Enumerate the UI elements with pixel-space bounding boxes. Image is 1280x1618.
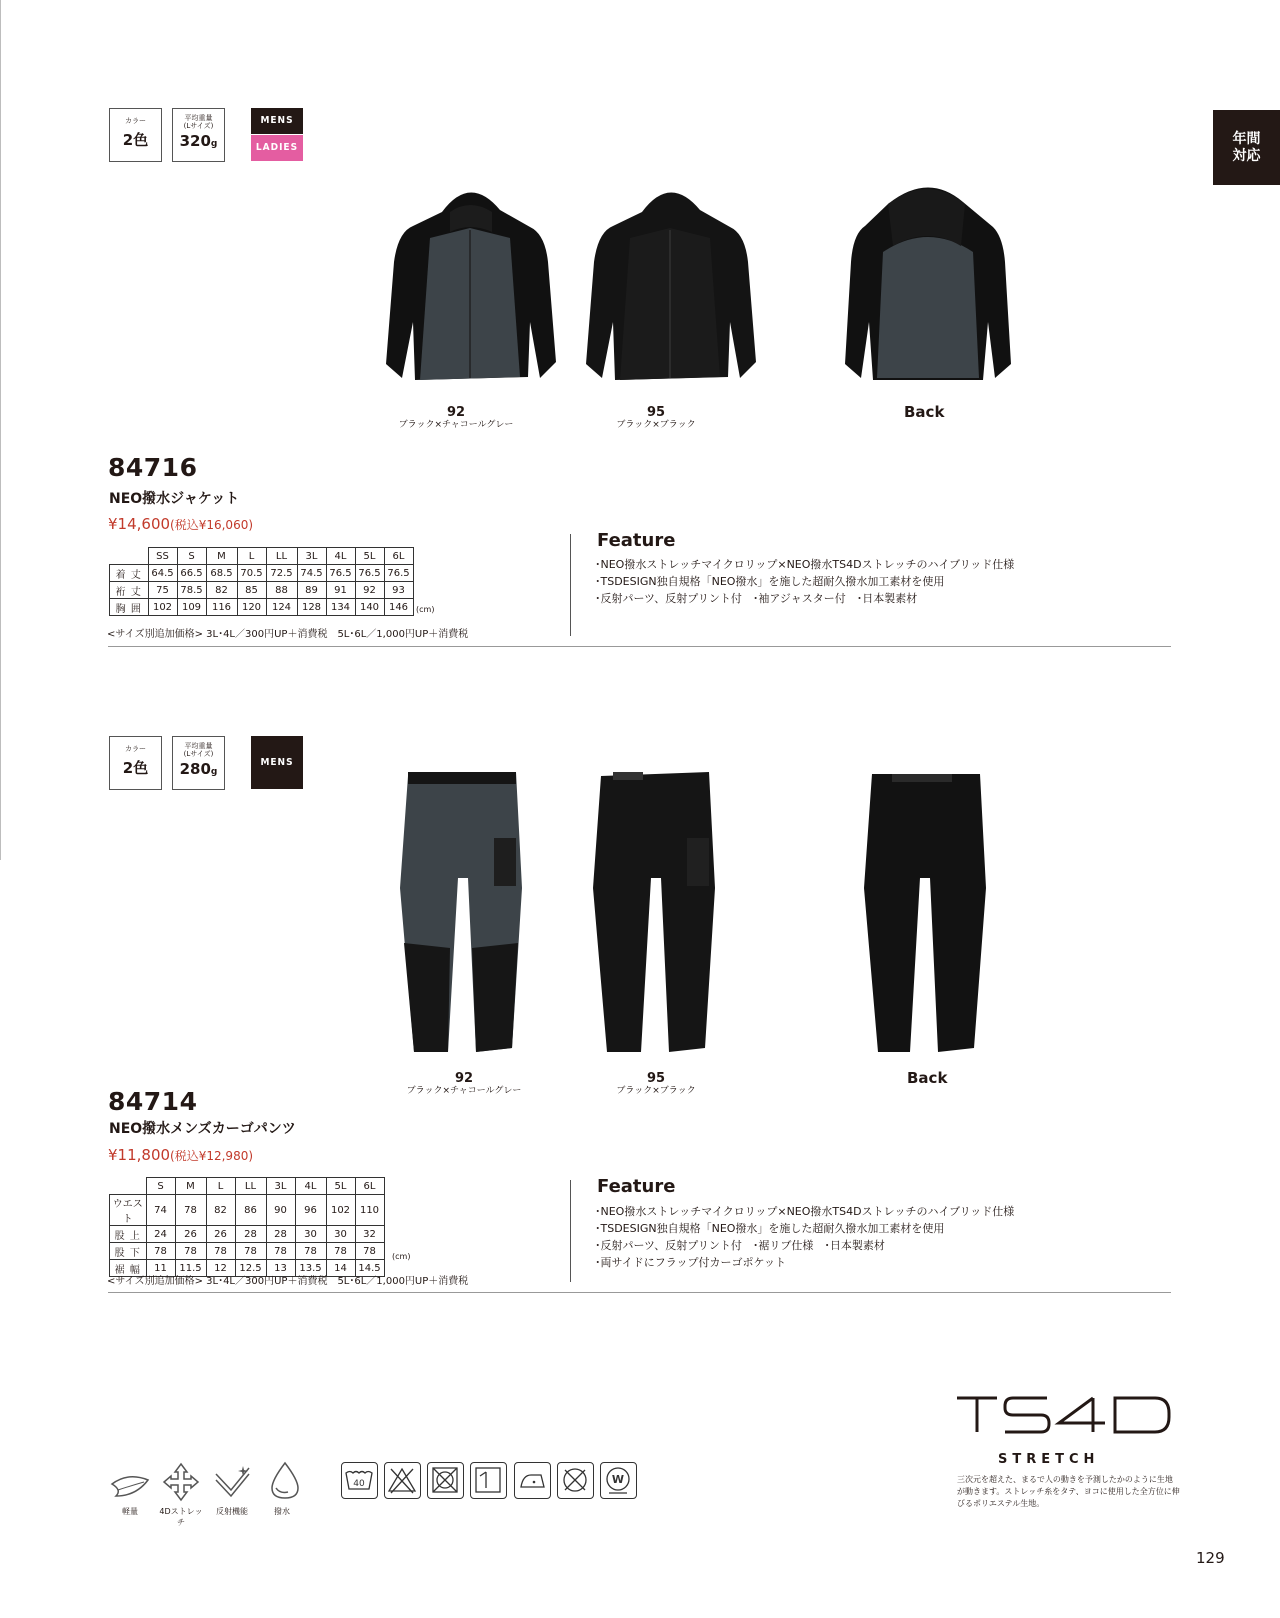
color-count-box	[109, 736, 162, 790]
feature-title: Feature	[597, 530, 676, 551]
size-unit: (cm)	[392, 1252, 411, 1261]
variant-95-caption	[556, 1072, 756, 1097]
variant-name: ブラック×チャコールグレー	[398, 420, 514, 430]
year-round-tab-line1: 年間	[1232, 130, 1261, 147]
model-number: 84716	[108, 453, 198, 482]
size-table: SS S M L LL 3L 4L 5L 6L 着 丈 64.5 66.5 68.5 70.5 72.5 74.5 76.5 76.5 76.5 裄 丈 75 78.5 82 85 88 89 91 92 93 胸 囲 102 109 116 120 124 128 134 140 146	[109, 547, 414, 616]
table-row: 裾 幅 11 11.5 12 12.5 13 13.5 14 14.5	[110, 1260, 385, 1277]
brand-blurb-line: が動きます。ストレッチ糸をタテ、ヨコに使用した全方位に伸	[957, 1487, 1180, 1496]
list-item: ･NEO撥水ストレッチマイクロリップ×NEO撥水TS4Dストレッチのハイブリッド仕様	[595, 558, 1015, 571]
product-name: NEO撥水メンズカーゴパンツ	[109, 1121, 296, 1137]
price-tax: (税込¥16,060)	[170, 518, 254, 532]
mens-badge: MENS	[251, 108, 303, 134]
lightweight-icon	[108, 1470, 152, 1502]
variant-name: ブラック×ブラック	[616, 1086, 696, 1096]
wet-clean-letter: W	[611, 1473, 625, 1486]
size-table: S M L LL 3L 4L 5L 6L ウエスト 74 78 82 86 90 96 102 110 股 上 24 26 26 28 28 30 30 32 股 下 78 78 78 78 78 78 78 78 裾 幅 11 11.5 12 12.5 13 13.5 14 14.5	[109, 1177, 385, 1277]
weight-box	[172, 108, 225, 162]
feature-title: Feature	[597, 1176, 676, 1197]
table-row: 裄 丈 75 78.5 82 85 88 89 91 92 93	[110, 582, 414, 599]
variant-code: 95	[646, 1071, 666, 1086]
size-price-note: <サイズ別追加価格> 3L･4L／300円UP＋消費税 5L･6L／1,000円UP＋消費税	[107, 1276, 469, 1287]
color-count-value: 2色	[122, 759, 149, 777]
jacket-95-image	[580, 182, 760, 394]
price: ¥11,800(税込¥12,980)	[108, 1146, 254, 1164]
list-item: ･NEO撥水ストレッチマイクロリップ×NEO撥水TS4Dストレッチのハイブリッド仕様	[595, 1205, 1015, 1218]
list-item: ･反射パーツ、反射プリント付 ･袖アジャスター付 ･日本製素材	[595, 592, 918, 605]
variant-name: ブラック×ブラック	[616, 420, 696, 430]
list-item: ･両サイドにフラップ付カーゴポケット	[595, 1256, 786, 1269]
water-repellent-label: 撥水	[274, 1507, 290, 1516]
section-divider	[108, 1292, 1171, 1293]
table-row: 股 上 24 26 26 28 28 30 30 32	[110, 1226, 385, 1243]
feature-divider	[570, 534, 571, 636]
pants-back-image	[862, 768, 992, 1060]
wash-40-icon	[341, 1462, 378, 1499]
no-bleach-icon	[384, 1462, 421, 1499]
feature-divider	[570, 1180, 571, 1282]
weight-label: 平均重量 (Lサイズ)	[183, 742, 214, 758]
color-count-label: カラー	[125, 117, 146, 125]
4d-stretch-label: 4Dストレッチ	[159, 1507, 203, 1527]
table-row: 胸 囲 102 109 116 120 124 128 134 140 146	[110, 599, 414, 616]
year-round-tab	[1213, 110, 1280, 185]
wash-temp: 40	[353, 1479, 365, 1489]
jacket-92-image	[380, 182, 560, 394]
mens-badge: MENS	[251, 736, 303, 789]
lightweight-label: 軽量	[122, 1507, 138, 1516]
model-number: 84714	[108, 1087, 198, 1116]
list-item: ･反射パーツ、反射プリント付 ･裾リブ仕様 ･日本製素材	[595, 1239, 885, 1252]
back-label: Back	[907, 1069, 948, 1087]
pants-92-image	[398, 768, 528, 1060]
brand-blurb-line: 三次元を超えた、まるで人の動きを予測したかのように生地	[957, 1475, 1173, 1484]
variant-code: 95	[646, 405, 666, 420]
price: ¥14,600(税込¥16,060)	[108, 515, 254, 533]
iron-low-icon	[514, 1462, 551, 1499]
list-item: ･TSDESIGN独自規格「NEO撥水」を施した超耐久撥水加工素材を使用	[595, 575, 945, 588]
list-item: ･TSDESIGN独自規格「NEO撥水」を施した超耐久撥水加工素材を使用	[595, 1222, 945, 1235]
jacket-back-image	[843, 182, 1013, 394]
back-label: Back	[904, 403, 945, 421]
no-dry-clean-icon	[557, 1462, 594, 1499]
water-repellent-icon	[266, 1460, 304, 1502]
line-dry-icon	[470, 1462, 507, 1499]
price-tax: (税込¥12,980)	[170, 1149, 254, 1163]
weight-value: 320g	[179, 132, 218, 150]
weight-box	[172, 736, 225, 790]
size-price-note: <サイズ別追加価格> 3L･4L／300円UP＋消費税 5L･6L／1,000円UP＋消費税	[107, 629, 469, 640]
page-number: 129	[1196, 1549, 1225, 1567]
weight-value: 280g	[179, 760, 218, 778]
ladies-badge: LADIES	[251, 135, 303, 161]
variant-95-caption	[556, 406, 756, 431]
left-margin-rule	[0, 0, 1, 860]
stretch-label: STRETCH	[998, 1452, 1100, 1467]
color-count-label: カラー	[125, 745, 146, 753]
variant-code: 92	[454, 1071, 474, 1086]
feature-list	[595, 1203, 1014, 1271]
ts4d-logo	[955, 1395, 1173, 1435]
weight-label: 平均重量 (Lサイズ)	[183, 114, 214, 130]
table-row: 股 下 78 78 78 78 78 78 78 78	[110, 1243, 385, 1260]
variant-92-caption	[364, 1072, 564, 1097]
color-count-value: 2色	[122, 131, 149, 149]
brand-blurb	[957, 1474, 1180, 1510]
reflective-icon	[213, 1464, 253, 1500]
no-tumble-dry-icon	[427, 1462, 464, 1499]
4d-stretch-icon	[162, 1462, 200, 1502]
section-divider	[108, 646, 1171, 647]
variant-code: 92	[446, 405, 466, 420]
color-count-box	[109, 108, 162, 162]
reflective-label: 反射機能	[216, 1507, 248, 1516]
pants-95-image	[593, 768, 723, 1060]
variant-name: ブラック×チャコールグレー	[406, 1086, 522, 1096]
product-name: NEO撥水ジャケット	[109, 491, 240, 507]
table-row: ウエスト 74 78 82 86 90 96 102 110	[110, 1195, 385, 1226]
brand-blurb-line: びるポリエステル生地。	[957, 1499, 1045, 1508]
feature-list	[595, 556, 1014, 607]
table-row: 着 丈 64.5 66.5 68.5 70.5 72.5 74.5 76.5 76.5 76.5	[110, 565, 414, 582]
variant-92-caption	[356, 406, 556, 431]
size-unit: (cm)	[416, 605, 435, 614]
wet-clean-icon	[600, 1462, 637, 1499]
year-round-tab-line2: 対応	[1232, 147, 1261, 164]
